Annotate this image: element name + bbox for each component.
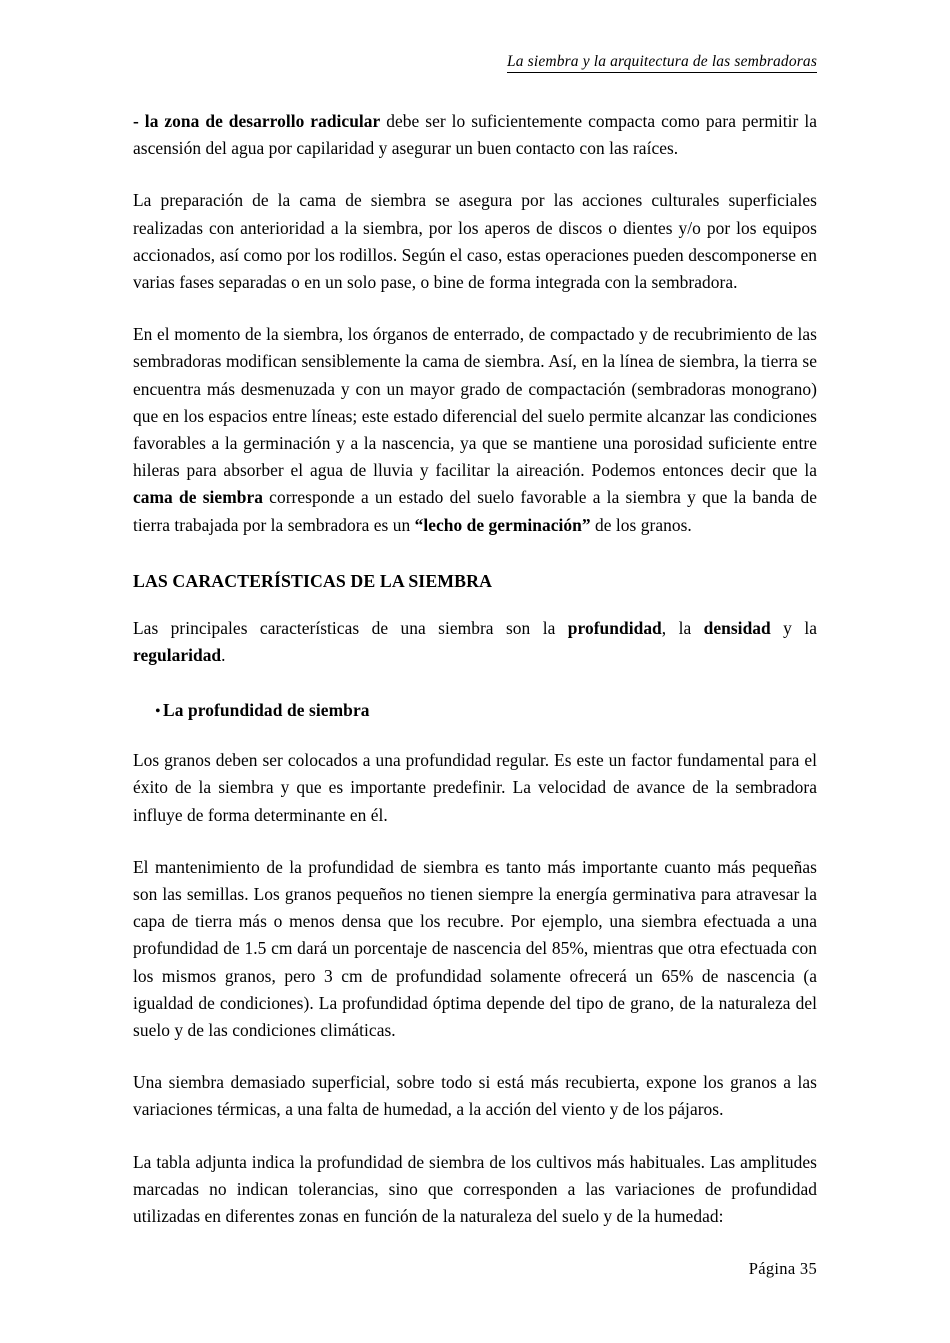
bullet-point-icon: • [155,703,161,721]
paragraph-grain-placement: Los granos deben ser colocados a una profundidad regular. Es este un factor fundamental para el éxito de la siembra y que es importante predefinir. La velocidad de avance de la sembradora influye de forma determinante en él. [133,750,817,825]
page-footer [133,1258,817,1280]
term-profundidad: profundidad [567,617,662,638]
running-header [133,52,817,73]
term-regularidad: regularidad [133,645,222,666]
paragraph-main-characteristics [133,615,817,669]
page-number: Página 35 [748,1259,817,1278]
paragraph-spacer [133,843,817,854]
paragraph-shallow-sowing: Una siembra demasiado superficial, sobre todo si está más recubierta, expone los granos a las variaciones térmicas, a una falta de humedad, a la acción del viento y de los pájaros. [133,1072,817,1120]
paragraph-root-zone [133,108,817,162]
paragraph-lead-bold: - la zona de desarrollo radicular [133,111,381,131]
section-heading: LAS CARACTERÍSTICAS DE LA SIEMBRA [133,570,493,591]
term-lecho-de-germinacion: “lecho de germinación” [414,514,591,535]
running-header-title: La siembra y la arquitectura de las sembradoras [507,52,817,73]
paragraph-spacer [133,176,817,187]
paragraph-spacer [133,310,817,321]
list-item-label: La profundidad de siembra [163,700,370,721]
paragraph-seedbed-preparation: La preparación de la cama de siembra se asegura por las acciones culturales superficiales realizadas con anterioridad a la siembra, por los aperos de discos o dientes y/o por los equipos accionados, así como por los rodillos. Según el caso, estas operaciones pueden descomponerse en varias fases separadas o en un solo pase, o bine de forma integrada con la sembradora. [133,190,817,293]
paragraph-text: corresponde a un estado del suelo favorable a la siembra y que la banda de tierra trabajada por la sembradora es un [133,487,817,535]
paragraph-text: Las principales características de una siembra son la [133,617,568,638]
term-cama-de-siembra: cama de siembra [133,487,263,508]
term-densidad: densidad [703,617,771,638]
paragraph-sowing-moment [133,321,817,539]
paragraph-spacer [133,1058,817,1069]
list-item [133,697,817,725]
paragraph-depth-maintenance: El mantenimiento de la profundidad de siembra es tanto más importante cuanto más pequeñas son las semillas. Los granos pequeños no tienen siempre la energía germinativa para atravesar la capa de tierra más o menos densa que los recubre. Por ejemplo, una siembra efectuada a una profundidad de 1.5 cm dará un porcentaje de nascencia del 85%, mientras que otra efectuada con los mismos granos, pero 3 cm de profundidad solamente ofrecerá un 65% de nascencia (a igualdad de condiciones). La profundidad óptima depende del tipo de grano, de la naturaleza del suelo y de las condiciones climáticas. [133,856,817,1041]
paragraph-text: . [221,645,226,666]
paragraph-table-intro: La tabla adjunta indica la profundidad de siembra de los cultivos más habituales. Las amplitudes marcadas no indican tolerancias, sino que corresponden a las variaciones de profundidad utilizadas en diferentes zonas en función de la naturaleza del suelo y de la humedad: [133,1151,817,1227]
paragraph-text: y la [770,617,817,638]
paragraph-text: , la [661,617,704,638]
document-body [133,108,817,1230]
paragraph-text: En el momento de la siembra, los órganos de enterrado, de compactado y de recubrimiento de las sembradoras modifican sensiblemente la cama de siembra. Así, en la línea de siembra, la tierra se encuentra más desmenuzada y con un mayor grado de compactación (sembradoras monograno) que en los espacios entre líneas; este estado diferencial del suelo permite alcanzar las condiciones favorables a la germinación y a la nascencia, ya que se mantiene una porosidad suficiente entre hileras para absorber el agua de lluvia y facilitar la aireación. Podemos entonces decir que la [133,324,817,481]
paragraph-spacer [133,1138,817,1149]
paragraph-text: de los granos. [590,514,692,535]
paragraph-text: debe ser lo suficientemente compacta como para permitir la ascensión del agua por capilaridad y asegurar un buen contacto con las raíces. [133,111,817,159]
